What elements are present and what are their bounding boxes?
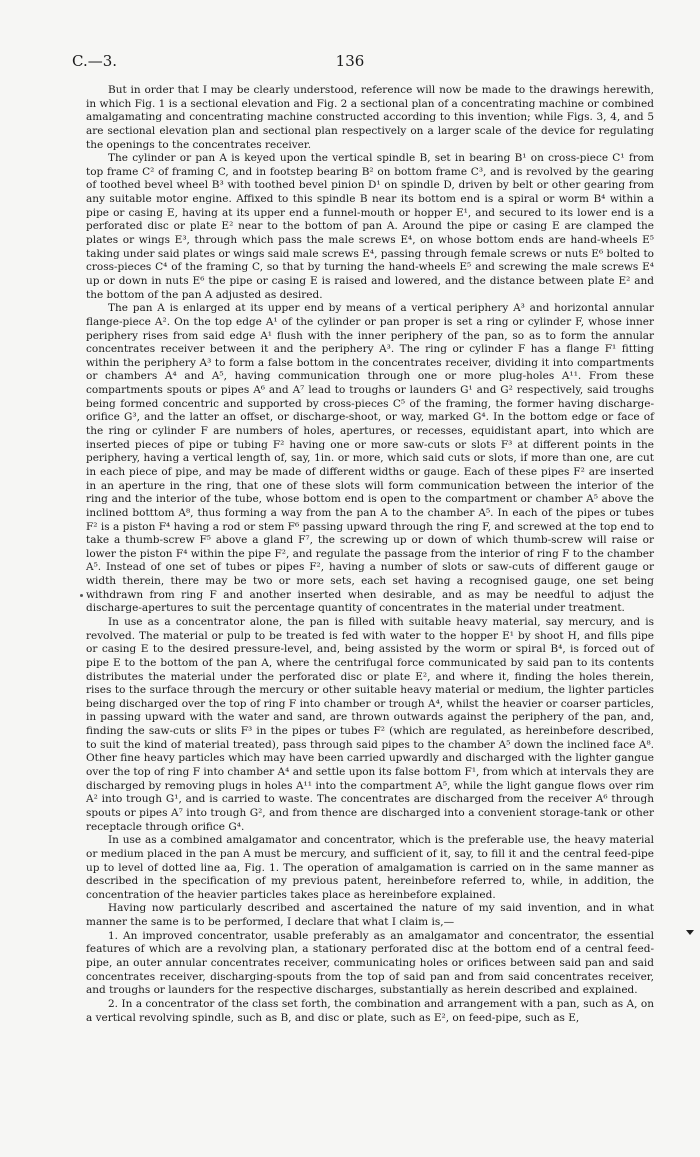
paragraph-pan-enlarged: The pan A is enlarged at its upper end by means of a vertical periphery A³ and horizontal annular flange-piece A². On the top edge A¹ of the cylinder or pan proper is set a ring or cylinder F, whose inner periphery rises from said edge A¹ flush with the inner periphery of the pan, so as to form the annular concentrates receiver between it and the periphery A³. The ring or cylinder F has a flange F¹ fitting within the periphery A³ to form a false bottom in the concentrates receiver, dividing it into compartments or chambers A⁴ and A⁵, having communication through one or more plug-holes A¹¹. From these compartments spouts or pipes A⁶ and A⁷ lead to troughs or launders G¹ and G² respectively, said troughs being formed concentric and supported by cross-pieces C⁵ of the framing, the former having discharge-orifice G³, and the latter an offset, or discharge-shoot, or way, marked G⁴. In the bottom edge or face of the ring or cylinder F are numbers of holes, apertures, or recesses, equidistant apart, into which are inserted pieces of pipe or tubing F² having one or more saw-cuts or slots F³ at different points in the periphery, having a vertical length of, say, 1in. or more, which said cuts or slots, if more than one, are cut in each piece of pipe, and may be made of different widths or gauge. Each of these pipes F² are inserted in an aperture in the ring, that one of these slots will form communication between the interior of the ring and the interior of the tube, whose bottom end is open to the compartment or chamber A⁵ above the inclined botttom A⁸, thus forming a way from the pan A to the chamber A⁵. In each of the pipes or tubes F² is a piston F⁴ having a rod or stem F⁶ passing upward through the ring F, and screwed at the top end to take a thumb-screw F⁵ above a gland F⁷, the screwing up or down of which thumb-screw will raise or lower the piston F⁴ within the pipe F², and regulate the passage from the interior of ring F to the chamber A⁵. Instead of one set of tubes or pipes F², having a number of slots or saw-cuts of different gauge or width therein, there may be two or more sets, each set having a recognised gauge, one set being withdrawn from ring F and another inserted when desirable, and as may be needful to adjust the discharge-apertures to suit the percentage quantity of concentrates in the material under treatment.: [86, 302, 654, 615]
paragraph-cylinder-pan: The cylinder or pan A is keyed upon the vertical spindle B, set in bearing B¹ on cross-piece C¹ from top frame C² of framing C, and in footstep bearing B² on bottom frame C³, and is revolved by the gearing of toothed bevel wheel B³ with toothed bevel pinion D¹ on spindle D, driven by belt or other gearing from any suitable motor engine. Affixed to this spindle B near its bottom end is a spiral or worm B⁴ within a pipe or casing E, having at its upper end a funnel-mouth or hopper E¹, and secured to its lower end is a perforated disc or plate E² near to the bottom of pan A. Around the pipe or casing E are clamped the plates or wings E³, through which pass the male screws E⁴, on whose bottom ends are hand-wheels E⁵ taking under said plates or wings said male screws E⁴, passing through female screws or nuts E⁶ bolted to cross-pieces C⁴ of the framing C, so that by turning the hand-wheels E⁵ and screwing the male screws E⁴ up or down in nuts E⁶ the pipe or casing E is raised and lowered, and the distance between plate E² and the bottom of the pan A adjusted as desired.: [86, 152, 654, 301]
document-reference: C.—3.: [72, 52, 118, 70]
paragraph-use-combined: In use as a combined amalgamator and concentrator, which is the preferable use, the heavy material or medium placed in the pan A must be mercury, and sufficient of it, say, to fill it and the central feed-pipe up to level of dotted line aa, Fig. 1. The operation of amalgamation is carried on in the same manner as described in the specification of my previous patent, hereinbefore referred to, while, in addition, the concentration of the heavier particles takes place as hereinbefore explained.: [86, 834, 654, 901]
paragraph-drawings-intro: But in order that I may be clearly understood, reference will now be made to the drawings herewith, in which Fig. 1 is a sectional elevation and Fig. 2 a sectional plan of a concentrating machine or combined amalgamating and concentrating machine constructed according to this invention; while Figs. 3, 4, and 5 are sectional elevation plan and sectional plan respectively on a larger scale of the device for regulating the openings to the concentrates receiver.: [86, 84, 654, 151]
page-number: 136: [335, 52, 365, 70]
margin-arrow-icon: [686, 930, 694, 935]
margin-dot: [80, 594, 83, 597]
claim-1: 1. An improved concentrator, usable preferably as an amalgamator and concentrator, the essential features of which are a revolving plan, a stationary perforated disc at the bottom end of a central feed-pipe, an outer annular concentrates receiver, communicating holes or orifices between said pan and said concentrates receiver, discharging-spouts from the top of said pan and from said concentrates receiver, and troughs or launders for the respective discharges, substantially as herein described and explained.: [86, 929, 654, 997]
document-body: [86, 84, 654, 1025]
paragraph-use-concentrator: In use as a concentrator alone, the pan is filled with suitable heavy material, say mercury, and is revolved. The material or pulp to be treated is fed with water to the hopper E¹ by shoot H, and fills pipe or casing E to the desired pressure-level, and, being assisted by the worm or spiral B⁴, is forced out of pipe E to the bottom of the pan A, where the centrifugal force communicated by said pan to its contents distributes the material under the perforated disc or plate E², and where it, finding the holes therein, rises to the surface through the mercury or other suitable heavy material or medium, the lighter particles being discharged over the top of ring F into chamber or trough A⁴, whilst the heavier or coarser particles, in passing upward with the water and sand, are thrown outwards against the periphery of the pan, and, finding the saw-cuts or slits F³ in the pipes or tubes F² (which are regulated, as hereinbefore described, to suit the kind of material treated), pass through said pipes to the chamber A⁵ down the inclined face A⁸. Other fine heavy particles which may have been carried upwardly and discharged with the lighter gangue over the top of ring F into chamber A⁴ and settle upon its false bottom F¹, from which at intervals they are discharged by removing plugs in holes A¹¹ into the compartment A⁵, while the light gangue flows over rim A² into trough G¹, and is carried to waste. The concentrates are discharged from the receiver A⁶ through spouts or pipes A⁷ into trough G², and from thence are discharged into a convenient storage-tank or other receptacle through orifice G⁴.: [86, 615, 654, 833]
paragraph-claims-intro: Having now particularly described and ascertained the nature of my said invention, and in what manner the same is to be performed, I declare that what I claim is,—: [86, 902, 654, 929]
page-header: [72, 52, 628, 76]
claim-2: 2. In a concentrator of the class set forth, the combination and arrangement with a pan, such as A, on a vertical revolving spindle, such as B, and disc or plate, such as E², on feed-pipe, such as E,: [86, 997, 654, 1024]
